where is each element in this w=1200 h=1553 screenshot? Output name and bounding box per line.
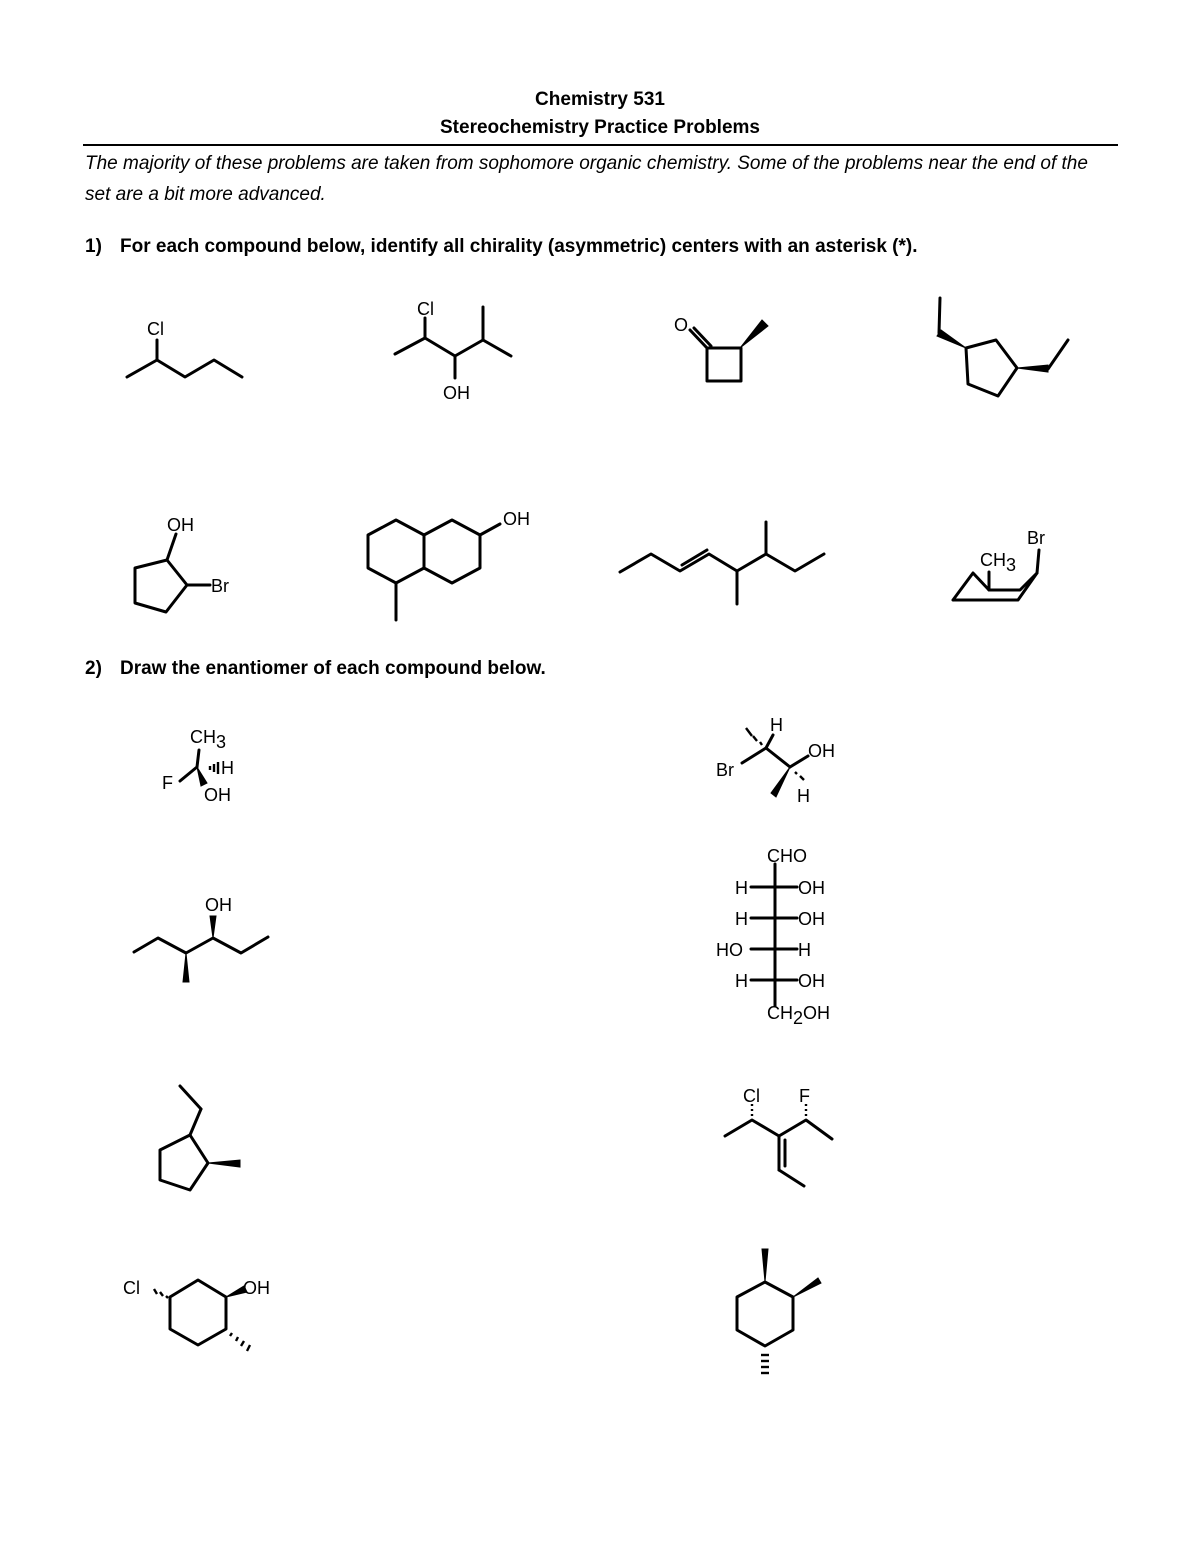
label-ch3: CH3 (190, 727, 227, 752)
question-2-text: Draw the enantiomer of each compound below. (120, 658, 546, 679)
page-title: Stereochemistry Practice Problems (440, 117, 760, 138)
label-oh: OH (205, 895, 232, 915)
structure-fischer-carbon (162, 727, 234, 805)
label-cl: Cl (147, 319, 164, 339)
label-h: H (798, 940, 811, 960)
label-ch2oh: CH2OH (767, 1003, 831, 1028)
label-ho: HO (716, 940, 743, 960)
label-h: H (797, 786, 810, 806)
label-ch: CH3 (980, 550, 1017, 575)
course-title: Chemistry 531 (535, 89, 665, 110)
structure-chloro-hydroxy-alkane (395, 299, 511, 403)
label-oh: OH (798, 971, 825, 991)
structure-decalinol (368, 509, 530, 620)
structure-methylcyclobutanone (674, 315, 768, 381)
label-o: O (674, 315, 689, 335)
label-h: H (735, 971, 748, 991)
label-h: H (735, 878, 748, 898)
label-oh: OH (798, 878, 825, 898)
label-br: Br (1027, 528, 1045, 548)
label-cho: CHO (767, 846, 807, 866)
label-f: F (799, 1086, 810, 1106)
structure-chloro-fluoro-alkene (725, 1086, 832, 1186)
label-br: Br (716, 760, 734, 780)
label-oh: OH (798, 909, 825, 929)
label-oh: OH (243, 1278, 270, 1298)
structure-chloro-cyclohexanol (123, 1278, 270, 1351)
structure-diethylcyclopentane (937, 298, 1068, 396)
structure-bromo-methylcyclohexane-chair (953, 528, 1045, 600)
question-1-number: 1) (85, 236, 102, 257)
question-2-number: 2) (85, 658, 102, 679)
label-oh: OH (204, 785, 231, 805)
label-cl: Cl (123, 1278, 140, 1298)
label-oh: OH (503, 509, 530, 529)
label-oh: OH (808, 741, 835, 761)
label-cl: Cl (417, 299, 434, 319)
structure-hexanol-wedge (134, 895, 268, 982)
structure-2-chloropentane (127, 319, 242, 377)
intro-text: The majority of these problems are taken from sophomore organic chemistry. Some of the problems near the end of the set are a bit more advanced. (85, 153, 1088, 205)
label-f: F (162, 773, 173, 793)
structure-trimethylcyclohexane (737, 1249, 821, 1373)
structure-bromo-hydroxy-sawhorse (716, 715, 835, 806)
label-h: H (221, 758, 234, 778)
label-oh: OH (443, 383, 470, 403)
label-cl: Cl (743, 1086, 760, 1106)
structure-fischer-projection (716, 846, 830, 1028)
label-h: H (735, 909, 748, 929)
structure-ethyl-methylcyclopentane (160, 1086, 240, 1190)
label-br: Br (211, 576, 229, 596)
structure-alkene (620, 522, 824, 604)
label-oh: OH (167, 515, 194, 535)
structure-bromocyclopentanol (135, 515, 229, 612)
question-1-text: For each compound below, identify all chirality (asymmetric) centers with an asterisk (*). (120, 236, 918, 257)
label-h: H (770, 715, 783, 735)
